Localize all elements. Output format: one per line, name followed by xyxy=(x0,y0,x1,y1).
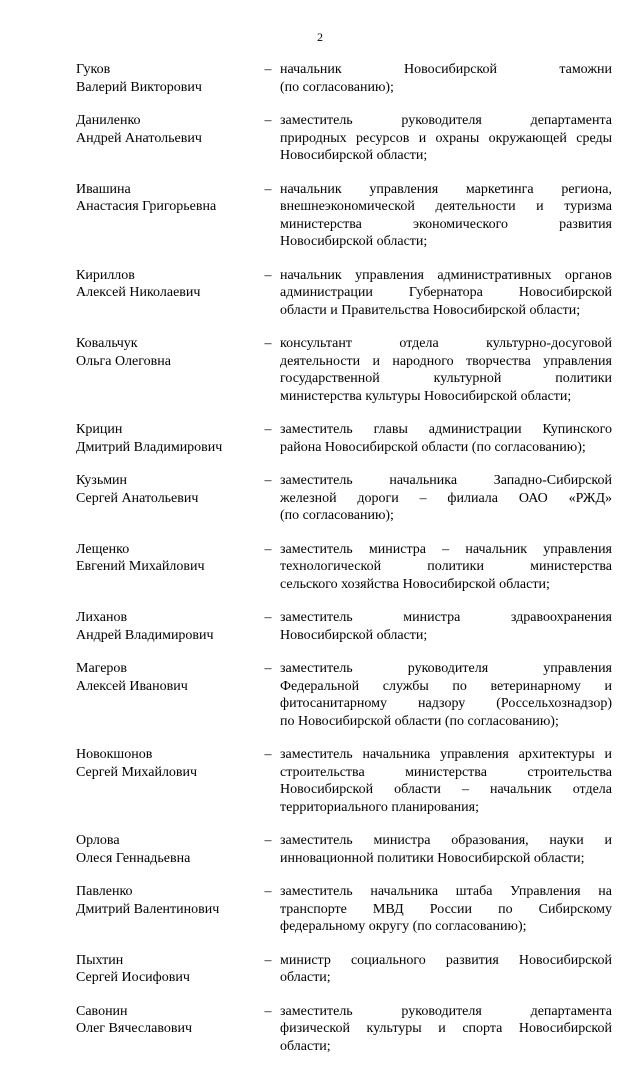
position-line: заместитель начальника штаба Управления на xyxy=(280,884,612,899)
member-list xyxy=(76,61,612,1071)
member-position xyxy=(280,832,612,867)
member-given-names: Сергей Иосифович xyxy=(76,970,190,985)
member-surname: Савонин xyxy=(76,1003,128,1019)
member-position xyxy=(280,541,612,594)
member-position xyxy=(280,660,612,730)
position-line: заместитель руководителя управления xyxy=(280,661,612,676)
position-line: заместитель начальника Западно-Сибирской xyxy=(280,473,612,488)
member-name xyxy=(76,660,256,730)
member-name xyxy=(76,832,256,867)
member-given-names: Сергей Анатольевич xyxy=(76,490,199,506)
member-position xyxy=(280,267,612,320)
position-line: инновационной политики Новосибирской области; xyxy=(280,850,585,866)
member-surname: Лещенко xyxy=(76,541,130,557)
member-name xyxy=(76,1003,256,1056)
position-line: фитосанитарному надзору (Россельхознадзор) xyxy=(280,696,612,711)
position-line: Новосибирской области; xyxy=(280,234,428,249)
position-line: министерства экономического развития xyxy=(280,216,612,232)
member-given-names: Анастасия Григорьевна xyxy=(76,199,217,214)
member-surname: Магеров xyxy=(76,661,128,676)
position-line: области; xyxy=(280,970,331,985)
separator-dash: – xyxy=(264,833,272,848)
separator-dash: – xyxy=(264,336,272,351)
position-line: министр социального развития Новосибирской xyxy=(280,952,612,968)
member-entry xyxy=(76,421,612,456)
separator-dash: – xyxy=(264,747,272,762)
member-given-names: Дмитрий Владимирович xyxy=(76,439,223,455)
position-line: начальник Новосибирской таможни xyxy=(280,62,612,77)
member-given-names: Ольга Олеговна xyxy=(76,353,171,369)
position-line: заместитель начальника управления архитектуры и xyxy=(280,747,612,762)
member-given-names: Сергей Михайлович xyxy=(76,764,198,780)
member-entry xyxy=(76,267,612,320)
member-given-names: Олеся Геннадьевна xyxy=(76,850,191,866)
member-name xyxy=(76,609,256,644)
member-entry xyxy=(76,1003,612,1056)
position-line: Новосибирской области – начальник отдела xyxy=(280,782,612,797)
member-entry xyxy=(76,609,612,644)
member-entry xyxy=(76,472,612,525)
separator-dash: – xyxy=(264,610,272,625)
member-name xyxy=(76,952,256,987)
member-surname: Пыхтин xyxy=(76,952,124,968)
member-name xyxy=(76,181,256,251)
member-surname: Орлова xyxy=(76,833,120,848)
member-entry xyxy=(76,660,612,730)
separator-dash: – xyxy=(264,884,272,899)
position-line: начальник управления административных органов xyxy=(280,267,612,283)
member-entry xyxy=(76,832,612,867)
member-entry xyxy=(76,883,612,936)
position-line: области и Правительства Новосибирской области; xyxy=(280,302,581,318)
member-given-names: Олег Вячеславович xyxy=(76,1021,193,1036)
member-position xyxy=(280,335,612,405)
member-position xyxy=(280,746,612,816)
position-line: строительства министерства строительства xyxy=(280,764,612,780)
position-line: государственной культурной политики xyxy=(280,371,612,386)
member-given-names: Алексей Николаевич xyxy=(76,285,201,300)
separator-dash: – xyxy=(264,181,272,197)
member-name xyxy=(76,746,256,816)
position-line: заместитель министра здравоохранения xyxy=(280,610,612,625)
member-position xyxy=(280,112,612,165)
position-line: природных ресурсов и охраны окружающей среды xyxy=(280,130,612,146)
member-given-names: Андрей Владимирович xyxy=(76,627,214,643)
page-number: 2 xyxy=(317,30,323,44)
position-line: начальник управления маркетинга региона, xyxy=(280,181,612,197)
member-entry xyxy=(76,541,612,594)
member-surname: Кузьмин xyxy=(76,473,128,488)
member-surname: Крицин xyxy=(76,422,123,437)
member-name xyxy=(76,335,256,405)
position-line: сельского хозяйства Новосибирской области; xyxy=(280,576,550,592)
separator-dash: – xyxy=(264,1003,272,1019)
member-position xyxy=(280,1003,612,1056)
separator-dash: – xyxy=(264,267,272,283)
position-line: заместитель руководителя департамента xyxy=(280,1003,612,1019)
position-line: железной дороги – филиала ОАО «РЖД» xyxy=(280,490,612,506)
position-line: консультант отдела культурно-досуговой xyxy=(280,336,612,351)
position-line: транспорте МВД России по Сибирскому xyxy=(280,901,612,917)
position-line: деятельности и народного творчества управления xyxy=(280,353,612,369)
member-position xyxy=(280,421,612,456)
separator-dash: – xyxy=(264,113,272,128)
member-given-names: Андрей Анатольевич xyxy=(76,130,202,146)
member-entry xyxy=(76,335,612,405)
member-position xyxy=(280,472,612,525)
position-line: технологической политики министерства xyxy=(280,559,612,574)
member-surname: Лиханов xyxy=(76,610,128,625)
member-name xyxy=(76,267,256,320)
position-line: Новосибирской области; xyxy=(280,148,428,163)
member-name xyxy=(76,112,256,165)
member-entry xyxy=(76,952,612,987)
separator-dash: – xyxy=(264,62,272,77)
position-line: территориального планирования; xyxy=(280,799,479,815)
position-line: (по согласованию); xyxy=(280,79,394,95)
position-line: заместитель министра – начальник управления xyxy=(280,541,612,557)
member-surname: Ковальчук xyxy=(76,336,138,351)
member-position xyxy=(280,609,612,644)
member-position xyxy=(280,883,612,936)
position-line: заместитель руководителя департамента xyxy=(280,113,612,128)
position-line: Федеральной службы по ветеринарному и xyxy=(280,678,612,694)
position-line: министерства культуры Новосибирской области; xyxy=(280,388,572,404)
member-given-names: Валерий Викторович xyxy=(76,79,202,95)
member-surname: Даниленко xyxy=(76,113,141,128)
position-line: района Новосибирской области (по согласованию); xyxy=(280,439,586,455)
separator-dash: – xyxy=(264,661,272,676)
separator-dash: – xyxy=(264,473,272,488)
member-name xyxy=(76,421,256,456)
member-name xyxy=(76,883,256,936)
member-position xyxy=(280,61,612,96)
position-line: (по согласованию); xyxy=(280,508,394,523)
member-entry xyxy=(76,746,612,816)
member-surname: Ивашина xyxy=(76,181,131,197)
member-surname: Павленко xyxy=(76,884,133,899)
member-given-names: Евгений Михайлович xyxy=(76,559,205,574)
position-line: физической культуры и спорта Новосибирской xyxy=(280,1021,612,1036)
member-surname: Новокшонов xyxy=(76,747,153,762)
position-line: внешнеэкономической деятельности и туризма xyxy=(280,199,612,214)
member-name xyxy=(76,541,256,594)
position-line: администрации Губернатора Новосибирской xyxy=(280,285,612,300)
member-given-names: Дмитрий Валентинович xyxy=(76,901,220,917)
position-line: заместитель главы администрации Купинского xyxy=(280,422,612,437)
member-entry xyxy=(76,181,612,251)
position-line: федеральному округу (по согласованию); xyxy=(280,919,527,934)
member-given-names: Алексей Иванович xyxy=(76,678,188,694)
position-line: Новосибирской области; xyxy=(280,627,428,643)
member-surname: Гуков xyxy=(76,62,111,77)
member-entry xyxy=(76,61,612,96)
position-line: области; xyxy=(280,1038,331,1054)
separator-dash: – xyxy=(264,952,272,968)
separator-dash: – xyxy=(264,422,272,437)
member-position xyxy=(280,181,612,251)
member-surname: Кириллов xyxy=(76,267,135,283)
member-position xyxy=(280,952,612,987)
position-line: по Новосибирской области (по согласованию); xyxy=(280,713,559,729)
separator-dash: – xyxy=(264,541,272,557)
position-line: заместитель министра образования, науки и xyxy=(280,833,612,848)
member-name xyxy=(76,472,256,525)
member-name xyxy=(76,61,256,96)
member-entry xyxy=(76,112,612,165)
